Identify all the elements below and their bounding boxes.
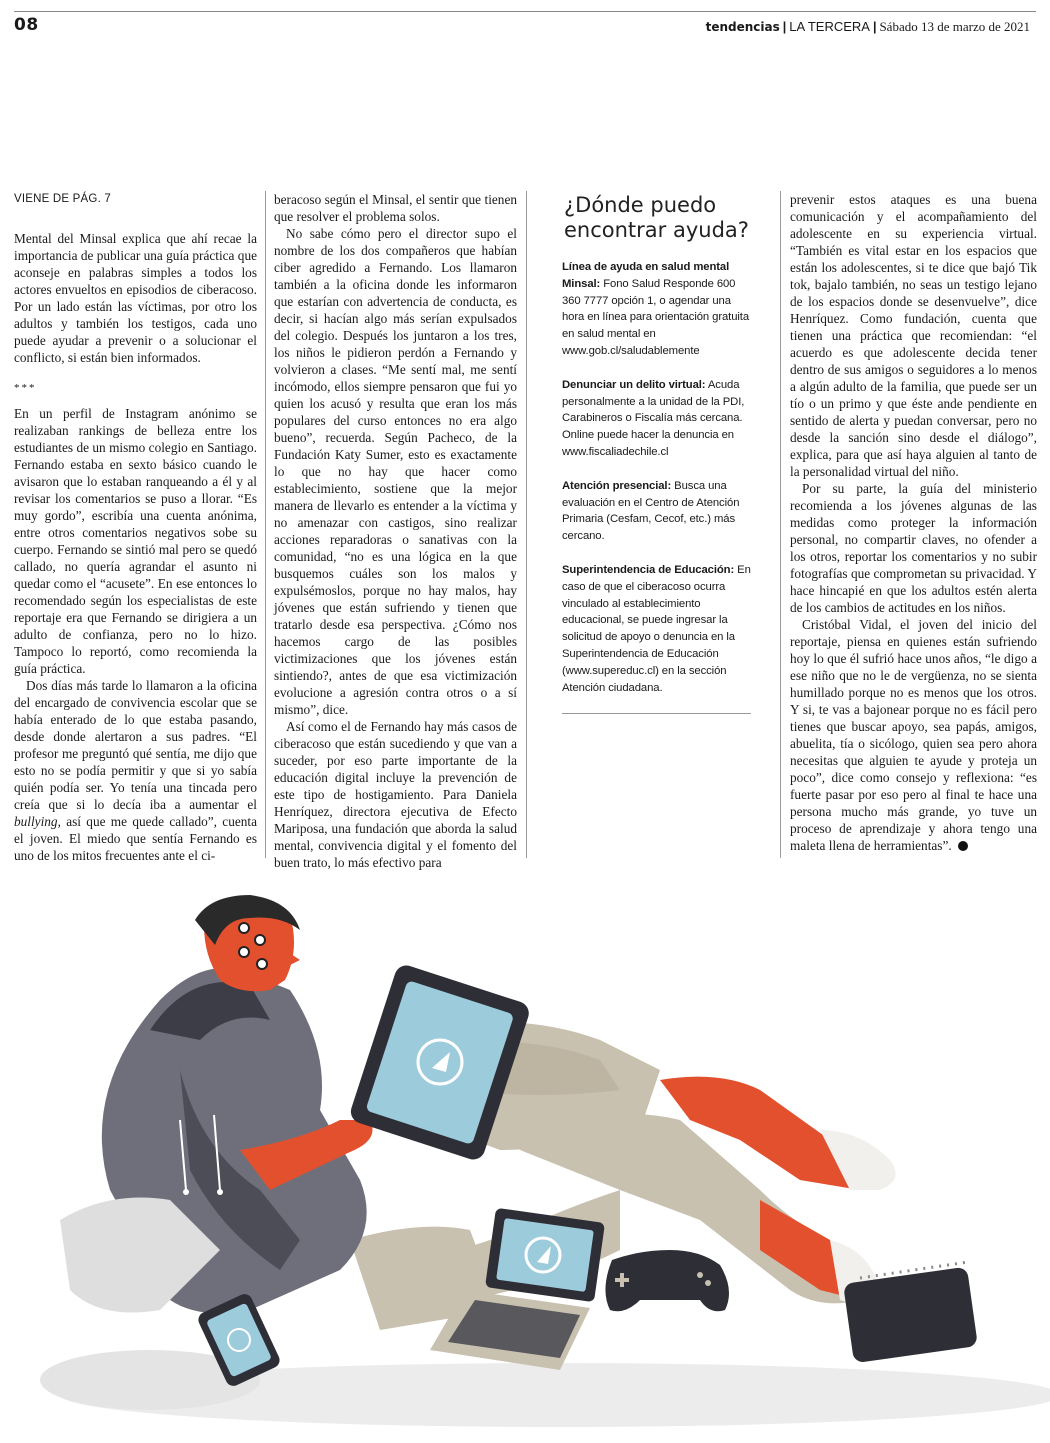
paragraph	[14, 677, 257, 864]
section-name: tendencias	[705, 20, 780, 34]
help-item-label: Línea de ayuda en salud mental Minsal:	[562, 261, 730, 290]
paragraph	[790, 616, 1037, 854]
illustration-teen-with-devices	[0, 890, 1050, 1443]
paragraph: Mental del Minsal explica que ahí recae la importancia de publicar una guía práctica que aconseje en palabras simples a todos los actores envueltos en episodios de ciberacoso. Por un lado están las víctimas, por otro los adultos y también los testigos, cada uno puede ayudar a prevenir o a solucionar el conflicto, si están bien informados.	[14, 231, 257, 365]
italic-term: bullying	[14, 814, 58, 829]
article-column-1	[14, 191, 257, 864]
help-sidebar	[562, 193, 751, 714]
header-separator: |	[782, 20, 787, 34]
paragraph: Por su parte, la guía del ministerio recomienda a los jóvenes algunas de las medidas como proteger la información personal, no compartir claves, no ofender a los otros, reportar los comentarios y no subir fotografías que comprometan su privacidad. Y hace hincapié en que los adultos estén alerta de los cambios de actitudes en los niños.	[790, 481, 1037, 615]
end-of-article-icon	[958, 841, 968, 851]
column-divider	[265, 191, 266, 858]
game-controller-icon	[605, 1250, 729, 1311]
column-divider	[780, 191, 781, 858]
page-number: 08	[14, 15, 39, 35]
page-header	[706, 19, 1030, 35]
help-item-label: Superintendencia de Educación:	[562, 563, 735, 576]
column-divider	[526, 191, 527, 858]
continued-from-label: VIENE DE PÁG. 7	[14, 193, 111, 205]
help-item-label: Atención presencial:	[562, 479, 672, 492]
paragraph-text: , así que me quede callado”, cuenta el joven. El miedo que sentía Fernando es uno de los mitos frecuentes ante el ci-	[14, 814, 257, 863]
help-item	[562, 478, 751, 545]
paragraph: beracoso según el Minsal, el sentir que tienen que resolver el problema solos.	[274, 192, 517, 224]
help-item	[562, 259, 751, 360]
help-item-text: Fono Salud Responde 600 360 7777 opción 1, o agendar una hora en línea para orientación gratuita en salud mental en www.gob.cl/saludablemente	[562, 277, 750, 357]
sidebar-bottom-rule	[562, 713, 751, 714]
help-item-text: En caso de que el ciberacoso ocurra vinculado al establecimiento educacional, se puede ingresar la solicitud de apoyo o denuncia en la Superintendencia de Educación (www.supereduc.cl) en la sección Atención ciudadana.	[562, 563, 751, 694]
paragraph: En un perfil de Instagram anónimo se realizaban rankings de belleza entre los estudiantes de un mismo colegio en Santiago. Fernando estaba en sexto básico cuando le avisaron que lo estaban ranqueando a él y al revisar los comentarios se puso a llorar. “Es muy gordo”, escribía una cuenta anónima, entre otros comentarios negativos sobe su cuerpo. Fernando se sintió mal pero se quedó callado, no quería agrandar el asunto ni quedar como el “acusete”. En ese entonces lo recomendado según los especialistas de este reportaje era que Fernando se dirigiera a un adulto de confianza, pero no lo hizo. Tampoco lo reportó, como recomienda la guía práctica.	[14, 406, 257, 676]
paragraph: No sabe cómo pero el director supo el nombre de los dos compañeros que habían ciber agredido a Fernando. Los llamaron también a la oficina donde les informaron que estarían con advertencia de conducta, es decir, si hacían algo más serían expulsados del colegio. Después los juntaron a los tres, los niños le pidieron perdón a Fernando y volvieron a clases. “Me sentí mal, me sentí incómodo, ellos siempre pensaron que fui yo quien los acusó y resulta que eran los más populares del curso entonces no era algo bueno”, recuerda. Según Pacheco, de la Fundación Katy Sumer, esto es exactamente lo que no hay que hacer como establecimiento, sostiene que la mejor manera de llevarlo es entender a la víctima y no amenazar con castigos, sino realizar acciones reparadoras o sanativas con la comunidad, “no es una lógica en la que busquemos cuáles son los malos y expulsémoslos, porque no hay malos, hay jóvenes que están sufriendo y tienen que tratarlo desde esa perspectiva. ¿Cómo nos hacemos cargo de las posibles victimizaciones que los jóvenes están sintiendo?, antes de que esa victimización evolucione a agresión contra otros o a sí mismo”, dice.	[274, 226, 517, 717]
help-item-text: Acuda personalmente a la unidad de la PDI, Carabineros o Fiscalía más cercana. Online puede hacer la denuncia en www.fiscaliadechile.cl	[562, 378, 745, 458]
help-item-label: Denunciar un delito virtual:	[562, 378, 706, 391]
paragraph-text: Dos días más tarde lo llamaron a la oficina del encargado de convivencia escolar que se había enterado de lo que estaba pasando, desde donde alertaron a sus padres. “El profesor me preguntó qué sentía, me dijo que esto no se podía permitir y que si yo sabía quién podía ser. Yo tenía una tincada pero creía que si lo decía iba a aumentar el	[14, 678, 257, 812]
sidebar-title: ¿Dónde puedo encontrar ayuda?	[564, 193, 749, 242]
paragraph: Así como el de Fernando hay más casos de ciberacoso que están sucediendo y que van a suceder, por eso parte importante de la educación digital incluye la prevención de este tipo de hostigamiento. Para Daniela Henríquez, directora ejecutiva de Efecto Mariposa, una fundación que aborda la salud mental, convivencia digital y el fomento del buen trato, lo más efectivo para	[274, 719, 517, 870]
article-column-2	[274, 191, 517, 871]
publication-name: LA TERCERA	[789, 19, 870, 34]
header-separator: |	[872, 20, 877, 34]
help-item	[562, 377, 751, 461]
paragraph-text: Cristóbal Vidal, el joven del inicio del reportaje, piensa en quienes están sufriendo hoy lo que él sufrió hace unos años, “le digo a ese niño que no le de vergüenza, no se sienta humillado porque no es menos que los otros. Y si, te vas a bajonear porque no es fácil pero tienes que buscar apoyo, sea papás, amigos, abuelita, tía o sicólogo, quien sea pero ahora necesitas que alguien te ayude y proteja un poco”, dice como consejo y reflexiona: “es fuerte pasar por eso pero al final te hace una persona mucho más grande, yo tuve un proceso de aprendizaje y ahora tengo una maleta llena de herramientas”.	[790, 617, 1037, 853]
header-rule	[14, 11, 1036, 12]
section-break: ***	[14, 382, 37, 394]
article-column-4	[790, 191, 1037, 854]
help-item-text: Busca una evaluación en el Centro de Atención Primaria (Cesfam, Cecof, etc.) más cercano.	[562, 479, 740, 543]
paragraph: prevenir estos ataques es una buena comunicación y el acompañamiento del adolescente en su experiencia virtual. “También es vital estar en los espacios que están los adolescentes, si te dice que bajó Tik tok, bajalo también, no seas un testigo lejano de los espacios donde se desenvuelve”, dice Henríquez. Como fundación, cuenta que tienen una práctica que recomiendan: “el acuerdo es que adolescente decida tener dentro de sus amigos o seguidores a lo menos a algún adulto de la familia, que puede ser un tío o un primo y que éste ande pendiente en sentido de alerta y puedan conversar, pero no desde la sanción sino desde el diálogo”, explica, para que así haya alguien al tanto de la personalidad virtual del niño.	[790, 192, 1037, 479]
help-item	[562, 562, 751, 696]
issue-date: Sábado 13 de marzo de 2021	[879, 19, 1030, 34]
